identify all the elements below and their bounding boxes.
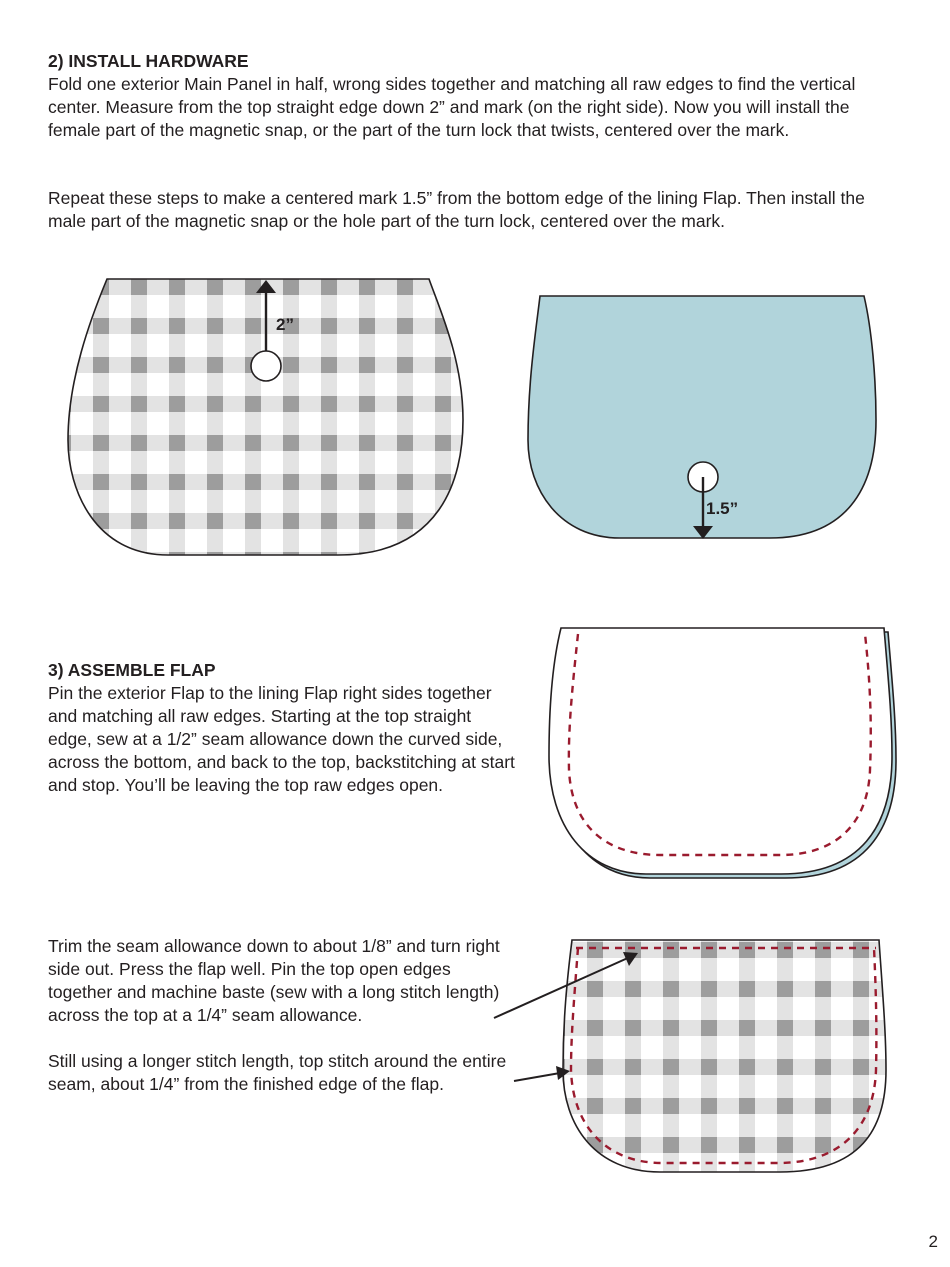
main-panel-dimension-label: 2” <box>276 315 294 334</box>
topstitch-callout-line <box>514 1073 560 1081</box>
lining-flap-dimension-label: 1.5” <box>706 499 739 518</box>
section-2-paragraph-2: Repeat these steps to make a centered mark 1.5” from the bottom edge of the lining Flap. Then install the male part of the magnetic snap or the hole part of the turn lock, centered over the mark. <box>48 188 865 231</box>
section-3-heading: 3) ASSEMBLE FLAP <box>48 660 216 680</box>
main-panel-figure <box>68 279 463 555</box>
section-3-paragraph: Pin the exterior Flap to the lining Flap right sides together and matching all raw edges. Starting at the top straight edge, sew at a 1/2” seam allowance down the curved side, across the bottom, and back to the top, backstitching at start and stop. You’ll be leaving the top raw edges open. <box>48 683 515 795</box>
snap-mark-circle <box>251 351 281 381</box>
trim-paragraph: Trim the seam allowance down to about 1/8” and turn right side out. Press the flap well. Pin the top open edges together and machine baste (sew with a long stitch length) across the top at a 1/4” seam allowance. <box>48 936 500 1025</box>
section-2-heading: 2) INSTALL HARDWARE <box>48 51 249 71</box>
topstitch-paragraph: Still using a longer stitch length, top stitch around the entire seam, about 1/4” from the finished edge of the flap. <box>48 1051 507 1094</box>
finished-flap-figure <box>494 940 886 1172</box>
section-2-paragraph-1: Fold one exterior Main Panel in half, wrong sides together and matching all raw edges to find the vertical center. Measure from the top straight edge down 2” and mark (on the right side). Now you will install the female part of the magnetic snap, or the part of the turn lock that twists, centered over the mark. <box>48 74 856 140</box>
page-number: 2 <box>928 1232 938 1251</box>
finished-flap-shape <box>563 940 886 1172</box>
lining-flap-figure <box>528 296 876 539</box>
sewn-flap-figure <box>549 628 896 878</box>
